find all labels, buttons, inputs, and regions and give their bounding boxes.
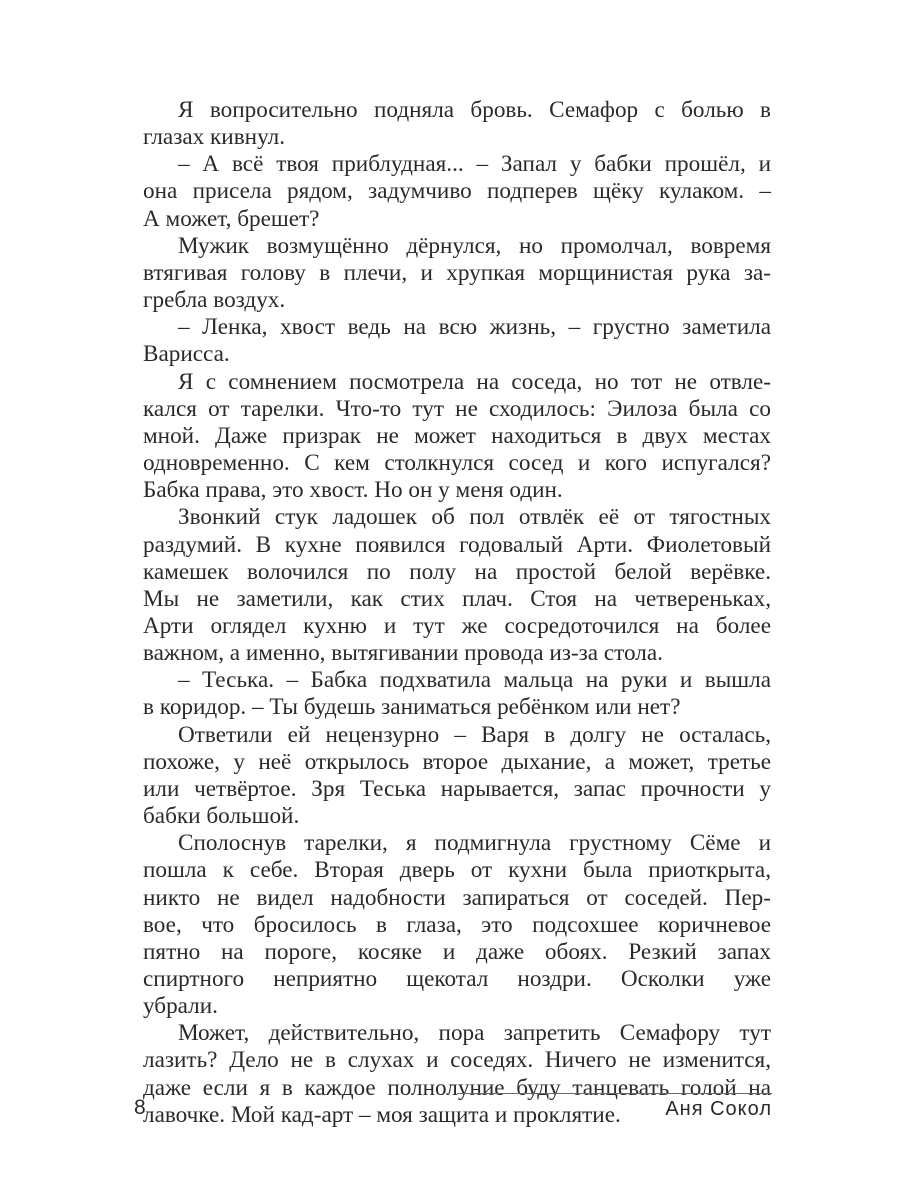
- text-line: Я с сомнением посмотрела на соседа, но тот не отвле-: [178, 368, 771, 395]
- paragraph: [143, 504, 771, 667]
- text-line: камешек волочился по полу на простой белой верёвке.: [143, 558, 771, 585]
- text-line: никто не видел надобности запираться от соседей. Пер-: [143, 884, 771, 911]
- paragraph: [143, 151, 771, 232]
- text-line: – А всё твоя приблудная... – Запал у бабки прошёл, и: [178, 151, 771, 178]
- paragraph: [143, 314, 771, 368]
- text-line: кался от тарелки. Что-то тут не сходилось: Эилоза была со: [143, 395, 771, 422]
- text-line: мной. Даже призрак не может находиться в двух местах: [143, 422, 771, 449]
- text-line: А может, брешет?: [143, 205, 320, 232]
- text-line: в коридор. – Ты будешь заниматься ребёнком или нет?: [143, 694, 681, 721]
- text-line: Варисса.: [143, 341, 230, 368]
- text-line: Мы не заметили, как стих плач. Стоя на четвереньках,: [143, 585, 771, 612]
- paragraph: [143, 667, 771, 721]
- text-line: Бабка права, это хвост. Но он у меня один.: [143, 477, 563, 504]
- text-line: Арти оглядел кухню и тут же сосредоточился на более: [143, 612, 771, 639]
- text-line: пятно на пороге, косяке и даже обоях. Резкий запах: [143, 938, 771, 965]
- text-line: – Ленка, хвост ведь на всю жизнь, – грустно заметила: [178, 314, 771, 341]
- text-line: пошла к себе. Вторая дверь от кухни была приоткрыта,: [143, 857, 771, 884]
- body-text: [143, 97, 771, 1129]
- text-line: похоже, у неё открылось второе дыхание, а может, третье: [143, 748, 771, 775]
- paragraph: [143, 722, 771, 831]
- running-footer-author: Аня Сокол: [665, 1098, 772, 1120]
- text-line: даже если я в каждое полнолуние буду танцевать голой на: [143, 1074, 771, 1101]
- text-line: Я вопросительно подняла бровь. Семафор с болью в: [178, 97, 771, 123]
- text-line: лавочке. Мой кад-арт – моя защита и проклятие.: [143, 1101, 621, 1128]
- text-line: Ответили ей нецензурно – Варя в долгу не осталась,: [178, 721, 771, 748]
- text-line: или четвёртое. Зря Теська нарывается, запас прочности у: [143, 775, 771, 802]
- page-number: 8: [134, 1096, 146, 1119]
- text-line: лазить? Дело не в слухах и соседях. Ничего не изменится,: [143, 1047, 771, 1074]
- text-line: Может, действительно, пора запретить Семафору тут: [178, 1020, 771, 1047]
- text-line: вое, что бросилось в глаза, это подсохшее коричневое: [143, 911, 771, 938]
- text-line: Мужик возмущённо дёрнулся, но промолчал, вовремя: [178, 232, 771, 259]
- text-line: она присела рядом, задумчиво подперев щёку кулаком. –: [143, 178, 771, 205]
- text-line: – Теська. – Бабка подхватила мальца на руки и вышла: [178, 667, 771, 694]
- text-line: спиртного неприятно щекотал ноздри. Осколки уже: [143, 966, 771, 992]
- text-line: втягивая голову в плечи, и хрупкая морщинистая рука за-: [143, 259, 771, 286]
- text-line: убрали.: [143, 993, 218, 1020]
- text-line: важном, а именно, вытягивании провода из-за стола.: [143, 640, 663, 667]
- paragraph: [143, 369, 771, 505]
- text-line: одновременно. С кем столкнулся сосед и кого испугался?: [143, 450, 771, 477]
- text-line: гребла воздух.: [143, 287, 286, 314]
- paragraph: [143, 830, 771, 1020]
- text-line: глазах кивнул.: [143, 124, 286, 151]
- text-line: Сполоснув тарелки, я подмигнула грустному Сёме и: [178, 830, 771, 857]
- paragraph: [143, 233, 771, 314]
- text-line: бабки большой.: [143, 803, 300, 830]
- paragraph: [143, 97, 771, 151]
- text-line: раздумий. В кухне появился годовалый Арти. Фиолетовый: [143, 531, 771, 558]
- text-line: Звонкий стук ладошек об пол отвлёк её от тягостных: [178, 504, 771, 531]
- footer-rule: [457, 1093, 772, 1094]
